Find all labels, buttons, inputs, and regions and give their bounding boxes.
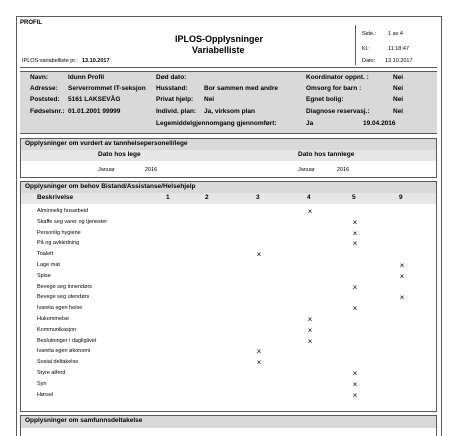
diagnose-value: Nei: [393, 108, 404, 115]
col-header-9: 9: [399, 194, 403, 201]
person-panel-bottom: [20, 133, 437, 134]
kl-value: 11:18:47: [388, 46, 410, 52]
individ-value: Ja, virksom plan: [204, 108, 255, 115]
dato-label: Dato:: [362, 58, 376, 64]
report-title: IPLOS-Opplysninger: [175, 34, 264, 44]
tann-section-title: Opplysninger om vurdert av tannhelsepersonell/lege: [25, 140, 188, 147]
bistand-row-label: Lage mat: [37, 262, 60, 268]
poststed-label: Poststed:: [30, 96, 60, 103]
report-subtitle: Variabelliste: [192, 45, 245, 55]
dato-value: 13.10.2017: [385, 58, 413, 64]
bistand-section-bottom: [20, 411, 437, 412]
tann-section-right: [436, 138, 437, 178]
kl-label: Kl.:: [362, 46, 370, 52]
bistand-row-label: Syn: [37, 381, 47, 387]
bistand-row-mark: ×: [256, 358, 262, 367]
header-divider: [355, 25, 356, 65]
bistand-row-mark: ×: [352, 283, 358, 292]
bistand-row-mark: ×: [307, 315, 313, 324]
bistand-section-right: [436, 181, 437, 411]
koord-value: Nei: [393, 74, 404, 81]
person-panel-top: [20, 71, 437, 72]
frame-right: [441, 16, 442, 436]
tann-section-bottom: [20, 177, 437, 178]
dod-label: Død dato:: [156, 74, 187, 81]
version-label: IPLOS variabelliste pr.:: [22, 58, 78, 64]
bistand-row-label: Skaffe seg varer og tjenester: [37, 219, 108, 225]
side-value: 1 av 4: [388, 31, 403, 37]
legemiddel-label: Legemiddelgjennomgang gjennomført:: [156, 120, 277, 127]
adresse-value: Serverrommet IT-seksjon: [68, 85, 146, 92]
legemiddel-date: 19.04.2016: [363, 120, 396, 127]
bistand-row-label: Ivareta egen helse: [37, 305, 83, 311]
bistand-section-left: [20, 181, 21, 411]
bistand-row-mark: ×: [352, 391, 358, 400]
col-header-4: 4: [307, 194, 311, 201]
egnet-value: Nei: [393, 96, 404, 103]
bistand-row-mark: ×: [307, 326, 313, 335]
husstand-value: Bor sammen med andre: [204, 85, 279, 92]
col-header-2: 2: [205, 194, 209, 201]
col-header-5: 5: [352, 194, 356, 201]
individ-label: Individ. plan:: [156, 108, 197, 115]
bistand-row-mark: ×: [352, 239, 358, 248]
omsorg-label: Omsorg for barn :: [306, 85, 362, 92]
fodselsnr-value: 01.01.2001 99999: [68, 108, 121, 115]
koord-label: Koordinator oppnt. :: [306, 74, 369, 81]
bistand-row-mark: ×: [399, 272, 405, 281]
bistand-section-title: Opplysninger om behov Bistand/Assistanse/Helsehjelp: [25, 183, 196, 190]
bistand-row-label: Alminnelig husarbeid: [37, 208, 89, 214]
bistand-row-mark: ×: [307, 207, 313, 216]
bistand-row-mark: ×: [352, 229, 358, 238]
navn-value: Idunn Profil: [68, 74, 105, 81]
col-header-1: 1: [166, 194, 170, 201]
col-beskrivelse: Beskrivelse: [37, 194, 74, 201]
tann-year: 2016: [337, 167, 350, 173]
bistand-row-label: Kommunikasjon: [37, 327, 77, 333]
bistand-header-bar: [21, 193, 436, 204]
frame-left: [16, 16, 17, 436]
tann-date-header: Dato hos tannlege: [298, 151, 355, 158]
org-name: PROFIL: [20, 20, 42, 26]
bistand-row-label: Hukommelse: [37, 316, 70, 322]
egnet-label: Egnet bolig:: [306, 96, 344, 103]
tann-header-bar: [21, 150, 436, 161]
side-label: Side.:: [362, 31, 377, 37]
poststed-value: 5161 LAKSEVÅG: [68, 96, 121, 103]
bistand-row-label: Hørsel: [37, 392, 54, 398]
bistand-row-label: Bevege seg utendørs: [37, 294, 90, 300]
bistand-row-label: Styre atferd: [37, 370, 66, 376]
lege-month: Januar: [98, 167, 115, 173]
col-header-3: 3: [256, 194, 260, 201]
frame-top: [16, 16, 442, 17]
adresse-label: Adresse:: [30, 85, 58, 92]
bistand-row-label: Bevege seg innendørs: [37, 284, 93, 290]
husstand-label: Husstand:: [156, 85, 188, 92]
omsorg-value: Nei: [393, 85, 404, 92]
bistand-row-label: Ivareta egen økonomi: [37, 348, 91, 354]
bistand-row-mark: ×: [399, 293, 405, 302]
legemiddel-value: Ja: [306, 120, 314, 127]
bistand-row-label: Spise: [37, 273, 51, 279]
privat-value: Nei: [204, 96, 215, 103]
bistand-row-label: Beslutninger i dagliglivet: [37, 338, 97, 344]
bistand-row-label: Toalett: [37, 251, 54, 257]
samfunn-section-right: [436, 415, 437, 436]
version-date: 13.10.2017: [82, 58, 110, 64]
privat-label: Privat hjelp:: [156, 96, 194, 103]
bistand-row-mark: ×: [399, 261, 405, 270]
tann-month: Januar: [298, 167, 315, 173]
navn-label: Navn:: [30, 74, 49, 81]
bistand-row-label: Sosial deltakelse: [37, 359, 79, 365]
lege-year: 2016: [145, 167, 158, 173]
bistand-row-mark: ×: [352, 369, 358, 378]
fodselsnr-label: Fødselsnr.:: [30, 108, 65, 115]
bistand-row-label: Personlig hygiene: [37, 230, 81, 236]
bistand-row-mark: ×: [307, 337, 313, 346]
bistand-row-mark: ×: [352, 304, 358, 313]
bistand-row-mark: ×: [352, 218, 358, 227]
samfunn-section-title: Opplysninger om samfunnsdeltakelse: [25, 417, 143, 424]
lege-date-header: Dato hos lege: [98, 151, 141, 158]
diagnose-label: Diagnose reservasj.:: [306, 108, 370, 115]
bistand-row-mark: ×: [256, 347, 262, 356]
bistand-row-mark: ×: [352, 380, 358, 389]
bistand-row-mark: ×: [256, 250, 262, 259]
header-bottom-line: [20, 67, 437, 68]
bistand-row-label: På og avkledning: [37, 240, 80, 246]
